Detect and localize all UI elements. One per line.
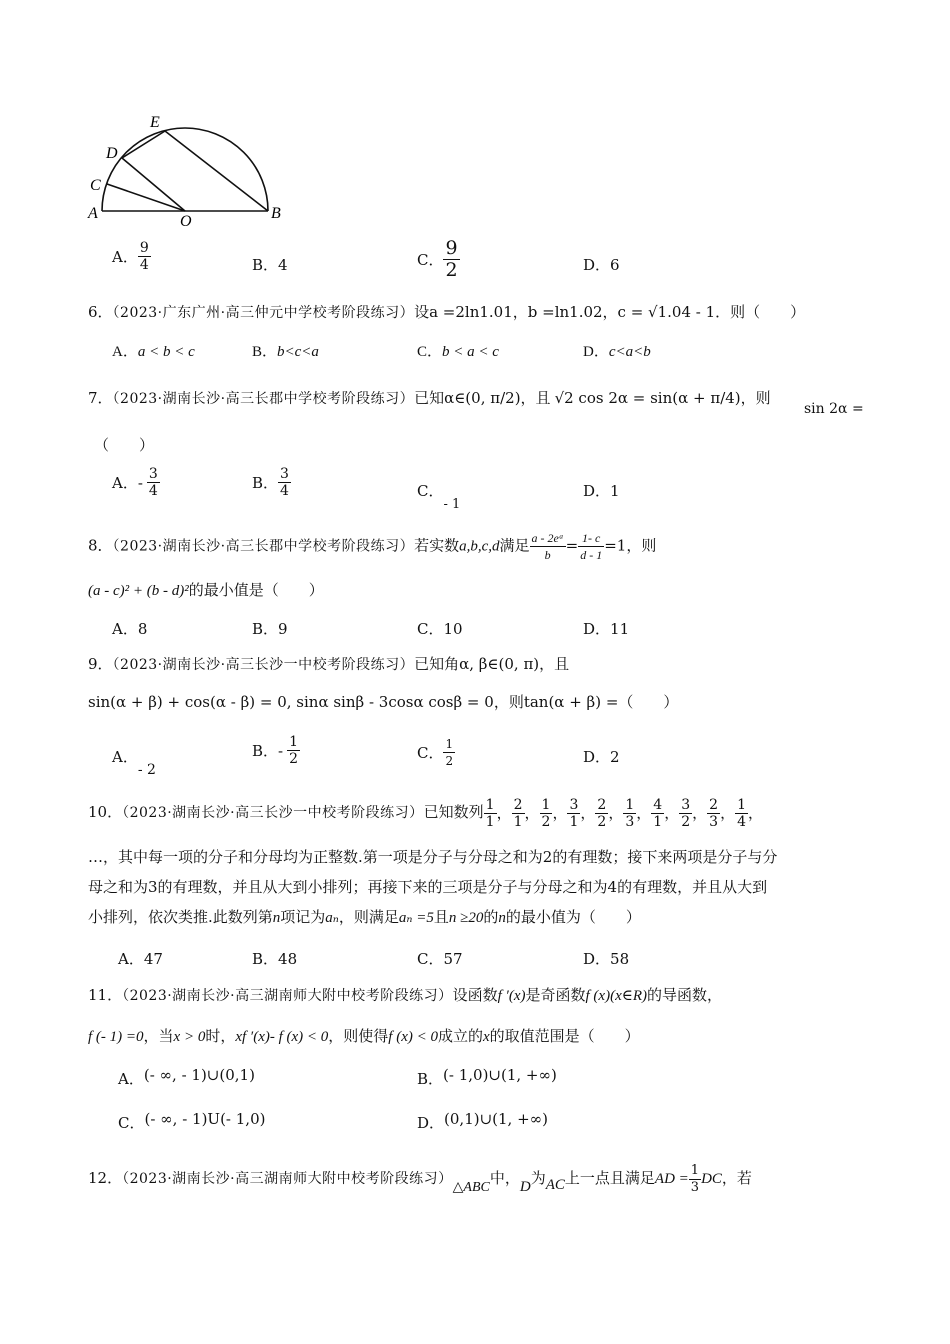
point-label: C: [90, 177, 101, 194]
sequence-term: $\frac{2}{1}$: [513, 796, 523, 830]
sequence-term: $\frac{1}{2}$: [541, 796, 551, 830]
option-letter: D．: [583, 256, 611, 274]
option-letter: A．: [112, 248, 138, 266]
q9-option-b[interactable]: B．- $\frac{1}{2}$: [252, 734, 299, 767]
q10-option-a[interactable]: A．47: [118, 950, 163, 968]
question-9-line2: sin(α + β) + cos(α - β) = 0, sinα sinβ - 3cosα cosβ = 0，则tan(α + β) =（ ）: [88, 693, 679, 711]
point-label: E: [150, 114, 160, 131]
q7-option-d[interactable]: D．1: [583, 482, 620, 500]
question-9: 9．（2023·湖南长沙·高三长沙一中校考阶段练习）已知角α, β∈(0, π)，且: [88, 655, 570, 673]
q11-option-a[interactable]: A．(- ∞, - 1)∪(0,1): [118, 1066, 255, 1088]
q10-option-d[interactable]: D．58: [583, 950, 630, 968]
fraction: $\frac{9}{2}$: [445, 237, 458, 281]
question-source: （2023·广东广州·高三仲元中学校考阶段练习）: [112, 305, 415, 321]
q7-paren: （ ）: [94, 436, 155, 454]
q5-option-c[interactable]: [417, 238, 460, 281]
q7-option-a[interactable]: A．- $\frac{3}{4}$: [112, 466, 158, 499]
fraction: $\frac{9}{4}$: [139, 240, 149, 273]
question-7: 7．（2023·湖南长沙·高三长郡中学校考阶段练习）已知α∈(0, π/2)，且 √2 cos 2α = sin(α + π/4)，则: [88, 389, 771, 407]
q9-option-c[interactable]: C． $\frac{1}{2}$: [417, 737, 454, 768]
q6-option-d[interactable]: D．c<a<b: [583, 344, 651, 360]
sequence-term: $\frac{2}{2}$: [597, 796, 607, 830]
sequence-list: $\frac{1}{1}$ ， $\frac{2}{1}$ ， $\frac{1}{2}$ ， $\frac{3}{1}$ ， $\frac{2}{2}$ ， $\frac{1}{3}$ ， $\frac{4}{1}$ ， $\frac{3}{2}$ ， $\frac{2}{3}$ ， $\frac{1}{4}$ ，: [485, 796, 764, 830]
question-source: （2023·湖南长沙·高三湖南师大附中校考阶段练习）: [122, 1171, 453, 1187]
q9-option-a[interactable]: A．- 2: [112, 748, 156, 778]
point-label: A: [88, 205, 98, 222]
question-source: （2023·湖南长沙·高三长郡中学校考阶段练习）: [112, 391, 415, 407]
sequence-term: $\frac{2}{3}$: [709, 796, 719, 830]
question-8: 8．（2023·湖南长沙·高三长郡中学校考阶段练习）若实数a,b,c,d满足 $\frac{\text{a - 2eᵃ}}{b}$ = $\frac{1- c}{d - 1}$ =1，则: [88, 531, 657, 562]
question-6: 6．（2023·广东广州·高三仲元中学校考阶段练习）设a =2ln1.01，b =ln1.02，c = √1.04 - 1．则（ ）: [88, 303, 806, 321]
sequence-term: $\frac{1}{3}$: [625, 796, 635, 830]
question-stem: 设a =2ln1.01，b =ln1.02，c = √1.04 - 1．则（ ）: [414, 303, 806, 321]
q10-option-c[interactable]: C．57: [417, 950, 463, 968]
sequence-term: $\frac{1}{1}$: [485, 796, 495, 830]
q11-option-c[interactable]: C．(- ∞, - 1)U(- 1,0): [118, 1110, 266, 1132]
q7-option-c[interactable]: C．- 1: [417, 482, 461, 512]
q11-option-b[interactable]: B．(- 1,0)∪(1, +∞): [417, 1066, 557, 1088]
q8-option-c[interactable]: C．10: [417, 620, 463, 638]
question-11-line2: f (- 1) =0，当x > 0时，xf ′(x)- f (x) < 0，则使得f (x) < 0成立的x的取值范围是（ ）: [88, 1027, 640, 1045]
q7-option-b[interactable]: B． $\frac{3}{4}$: [252, 466, 289, 499]
sequence-term: $\frac{1}{4}$: [737, 796, 746, 830]
q10-option-b[interactable]: B．48: [252, 950, 298, 968]
point-label: O: [180, 213, 192, 228]
question-10: 10．（2023·湖南长沙·高三长沙一中校考阶段练习）已知数列 $\frac{1}{1}$ ， $\frac{2}{1}$ ， $\frac{1}{2}$ ， $\frac{3}{1}$ ， $\frac{2}{2}$ ， $\frac{1}{3}$ ， $\frac{4}{1}$ ， $\frac{3}{2}$ ， $\frac{2}{3}$ ， $\frac{1}{4}$ ，: [88, 796, 764, 830]
option-letter: C．: [417, 251, 444, 269]
question-source: （2023·湖南长沙·高三长沙一中校考阶段练习）: [112, 657, 415, 673]
q7-stem-tail: sin 2α =: [804, 401, 864, 417]
q5-option-b[interactable]: [252, 254, 288, 275]
question-10-body: …，其中每一项的分子和分母均为正整数.第一项是分子与分母之和为2的有理数；接下来两项是分子与分 母之和为3的有理数，并且从大到小排列；再接下来的三项是分子与分母之和为4的有理数，并且从大到 小排列，依次类推.此数列第n项记为aₙ，则满足aₙ =5且n ≥20的n的最小值为（ ）: [88, 848, 778, 926]
point-label: B: [271, 205, 281, 222]
q11-option-d[interactable]: D．(0,1)∪(1, +∞): [417, 1110, 549, 1132]
question-12: 12．（2023·湖南长沙·高三湖南师大附中校考阶段练习）△ABC中，D为AC上一点且满足AD = $\frac{1}{3}$ DC，若: [88, 1162, 752, 1195]
q5-option-d[interactable]: [583, 254, 620, 275]
question-11: 11．（2023·湖南长沙·高三湖南师大附中校考阶段练习）设函数f ′(x)是奇函数f (x)(x∈R)的导函数，: [88, 986, 723, 1004]
sequence-term: $\frac{4}{1}$: [653, 796, 663, 830]
question-source: （2023·湖南长沙·高三湖南师大附中校考阶段练习）: [122, 988, 453, 1004]
q8-option-b[interactable]: B．9: [252, 620, 288, 638]
q8-option-d[interactable]: D．11: [583, 620, 630, 638]
question-source: （2023·湖南长沙·高三长郡中学校考阶段练习）: [112, 538, 415, 555]
option-value: 6: [610, 256, 620, 274]
semicircle-figure: [80, 108, 290, 228]
question-source: （2023·湖南长沙·高三长沙一中校考阶段练习）: [122, 805, 424, 821]
option-value: 4: [278, 256, 288, 274]
option-letter: B．: [252, 256, 279, 274]
q6-option-b[interactable]: B．b<c<a: [252, 344, 319, 360]
point-label: D: [106, 145, 118, 162]
sequence-term: $\frac{3}{1}$: [569, 796, 579, 830]
q6-option-a[interactable]: A．a < b < c: [112, 344, 195, 360]
q6-option-c[interactable]: C．b < a < c: [417, 344, 499, 360]
q9-option-d[interactable]: D．2: [583, 748, 620, 766]
q8-option-a[interactable]: A．8: [112, 620, 148, 638]
sequence-term: $\frac{3}{2}$: [681, 796, 691, 830]
question-8-line2: (a - c)² + (b - d)²的最小值是（ ）: [88, 581, 324, 599]
q5-option-a[interactable]: [112, 240, 151, 273]
